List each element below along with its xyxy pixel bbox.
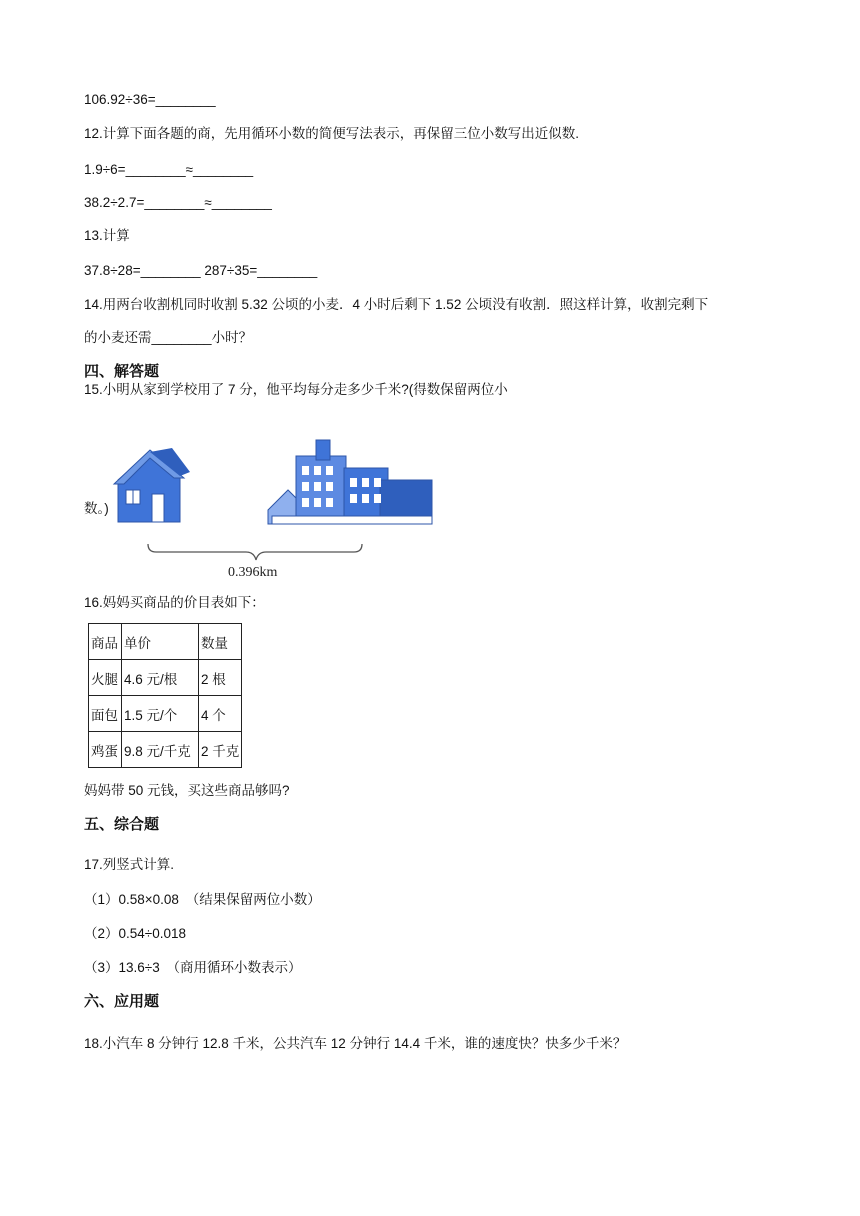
school-building-icon [268,440,432,524]
problem-14-line-2: 的小麦还需________小时？ [84,330,253,345]
problem-17-item-2: （2）0.54÷0.018 [84,926,186,941]
house-icon [114,448,190,522]
table-cell: 9.8 元/千克 [122,732,199,768]
problem-18-prompt: 18.小汽车 8 分钟行 12.8 千米，公共汽车 12 分钟行 14.4 千米，谁的速度快？快多少千米？ [84,1036,627,1051]
section-heading-5: 五、综合题 [84,816,160,833]
table-cell: 4 个 [199,696,242,732]
table-cell: 2 千克 [199,732,242,768]
problem-16-question: 妈妈带 50 元钱，买这些商品够吗? [84,783,290,798]
distance-brace [148,544,362,560]
table-cell: 4.6 元/根 [122,660,199,696]
table-cell: 2 根 [199,660,242,696]
header-cell: 数量 [199,624,242,660]
header-cell: 商品 [89,624,122,660]
problem-15-line-1: 15.小明从家到学校用了 7 分，他平均每分走多少千米?(得数保留两位小 [84,382,508,397]
problem-17-item-3: （3）13.6÷3 （商用循环小数表示） [84,960,302,975]
table-cell: 面包 [89,696,122,732]
header-cell: 单价 [122,624,199,660]
table-header-row [89,624,242,660]
table-cell: 火腿 [89,660,122,696]
problem-15-line-2: 数。) [84,501,109,516]
table-cell: 1.5 元/个 [122,696,199,732]
table-row [89,732,242,768]
problem-11-expression: 106.92÷36=________ [84,92,216,107]
problem-12-prompt: 12.计算下面各题的商，先用循环小数的简便写法表示，再保留三位小数写出近似数. [84,126,580,141]
problem-17-prompt: 17.列竖式计算. [84,857,175,872]
section-heading-6: 六、应用题 [84,993,160,1010]
table-row [89,696,242,732]
problem-13-prompt: 13.计算 [84,228,130,243]
home-to-school-illustration [110,432,440,582]
distance-label: 0.396km [228,565,278,580]
table-cell: 鸡蛋 [89,732,122,768]
problem-13-items: 37.8÷28=________ 287÷35=________ [84,263,318,278]
table-row [89,660,242,696]
problem-12-item-b: 38.2÷2.7=________≈________ [84,195,272,210]
problem-12-item-a: 1.9÷6=________≈________ [84,162,254,177]
problem-17-item-1: （1）0.58×0.08 （结果保留两位小数） [84,892,321,907]
problem-14-line-1: 14.用两台收割机同时收割 5.32 公顷的小麦．4 小时后剩下 1.52 公顷没有收割．照这样计算，收割完剩下 [84,297,709,312]
section-heading-4: 四、解答题 [84,363,160,380]
price-table [88,623,242,768]
problem-16-prompt: 16.妈妈买商品的价目表如下： [84,595,265,610]
